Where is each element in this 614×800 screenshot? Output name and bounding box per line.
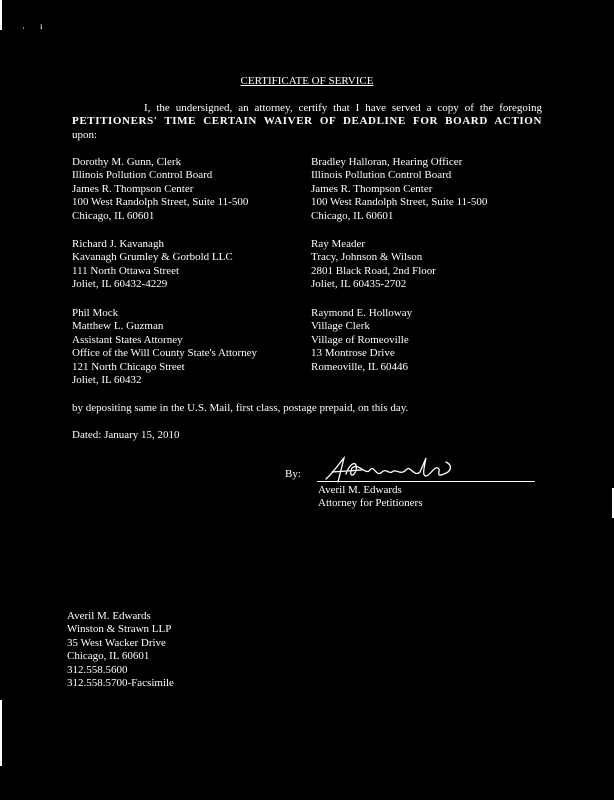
recipient-line: Village of Romeoville xyxy=(311,333,409,346)
recipient-line: Joliet, IL 60432-4229 xyxy=(72,278,168,291)
scan-edge xyxy=(0,0,2,30)
recipient-line: 100 West Randolph Street, Suite 11-500 xyxy=(311,196,488,209)
recipient-line: Chicago, IL 60601 xyxy=(311,209,394,222)
document-title: CERTIFICATE OF SERVICE xyxy=(240,75,374,87)
recipient-line: James R. Thompson Center xyxy=(72,182,194,195)
recipient-line: Tracy, Johnson & Wilson xyxy=(311,251,423,264)
recipient-block xyxy=(72,156,312,223)
recipient-line: Dorothy M. Gunn, Clerk xyxy=(72,156,182,168)
recipient-line: 2801 Black Road, 2nd Floor xyxy=(311,264,436,277)
signature-line xyxy=(317,481,535,482)
recipient-line: Kavanagh Grumley & Gorbold LLC xyxy=(72,251,233,264)
recipient-line: Illinois Pollution Control Board xyxy=(72,169,213,182)
recipient-line: Joliet, IL 60435-2702 xyxy=(311,278,407,291)
recipient-block xyxy=(72,238,312,292)
recipient-line: Phil Mock xyxy=(72,307,119,319)
recipient-line: James R. Thompson Center xyxy=(311,182,433,195)
signer-name: Averil M. Edwards xyxy=(318,484,402,496)
intro-upon: upon: xyxy=(72,128,98,141)
date-line: Dated: January 15, 2010 xyxy=(72,429,180,441)
recipient-line: Office of the Will County State's Attorney xyxy=(72,347,258,360)
scan-mark: · xyxy=(22,23,25,33)
closing-statement: by depositing same in the U.S. Mail, first class, postage prepaid, on this day. xyxy=(72,402,409,414)
contact-line: 312.558.5600 xyxy=(67,663,128,676)
recipient-line: Romeoville, IL 60446 xyxy=(311,360,409,373)
attorney-contact-block xyxy=(67,610,174,690)
recipient-line: Joliet, IL 60432 xyxy=(72,374,142,387)
recipient-line: Illinois Pollution Control Board xyxy=(311,169,452,182)
scan-mark: ı xyxy=(40,21,43,31)
intro-paragraph xyxy=(72,102,542,142)
recipient-line: Village Clerk xyxy=(311,320,370,333)
recipient-line: 13 Montrose Drive xyxy=(311,347,395,360)
recipient-block xyxy=(311,238,551,292)
recipient-line: 121 North Chicago Street xyxy=(72,360,185,373)
recipient-line: Richard J. Kavanagh xyxy=(72,238,164,250)
recipient-line: Chicago, IL 60601 xyxy=(72,209,155,222)
contact-line: 35 West Wacker Drive xyxy=(67,636,166,649)
recipient-line: Raymond E. Holloway xyxy=(311,307,413,319)
recipient-line: Matthew L. Guzman xyxy=(72,320,164,333)
by-label: By: xyxy=(285,468,301,480)
recipient-line: Ray Meader xyxy=(311,238,366,250)
document-name: PETITIONERS' TIME CERTAIN WAIVER OF DEADLINE FOR BOARD ACTION xyxy=(72,115,542,128)
contact-line: Winston & Strawn LLP xyxy=(67,623,172,636)
recipient-block xyxy=(311,156,551,223)
recipient-line: Bradley Halloran, Hearing Officer xyxy=(311,156,463,168)
scan-edge xyxy=(0,700,2,766)
signer-block xyxy=(318,484,422,511)
recipient-line: 100 West Randolph Street, Suite 11-500 xyxy=(72,196,249,209)
contact-line: Averil M. Edwards xyxy=(67,610,151,622)
contact-line: 312.558.5700-Facsimile xyxy=(67,677,174,690)
contact-line: Chicago, IL 60601 xyxy=(67,650,150,663)
intro-lead: I, the undersigned, an attorney, certify that I have served a copy of the foregoing xyxy=(144,102,542,114)
signer-role: Attorney for Petitioners xyxy=(318,497,423,510)
recipient-block xyxy=(311,307,551,374)
recipient-block xyxy=(72,307,312,387)
recipient-line: 111 North Ottawa Street xyxy=(72,264,180,277)
recipient-line: Assistant States Attorney xyxy=(72,333,183,346)
